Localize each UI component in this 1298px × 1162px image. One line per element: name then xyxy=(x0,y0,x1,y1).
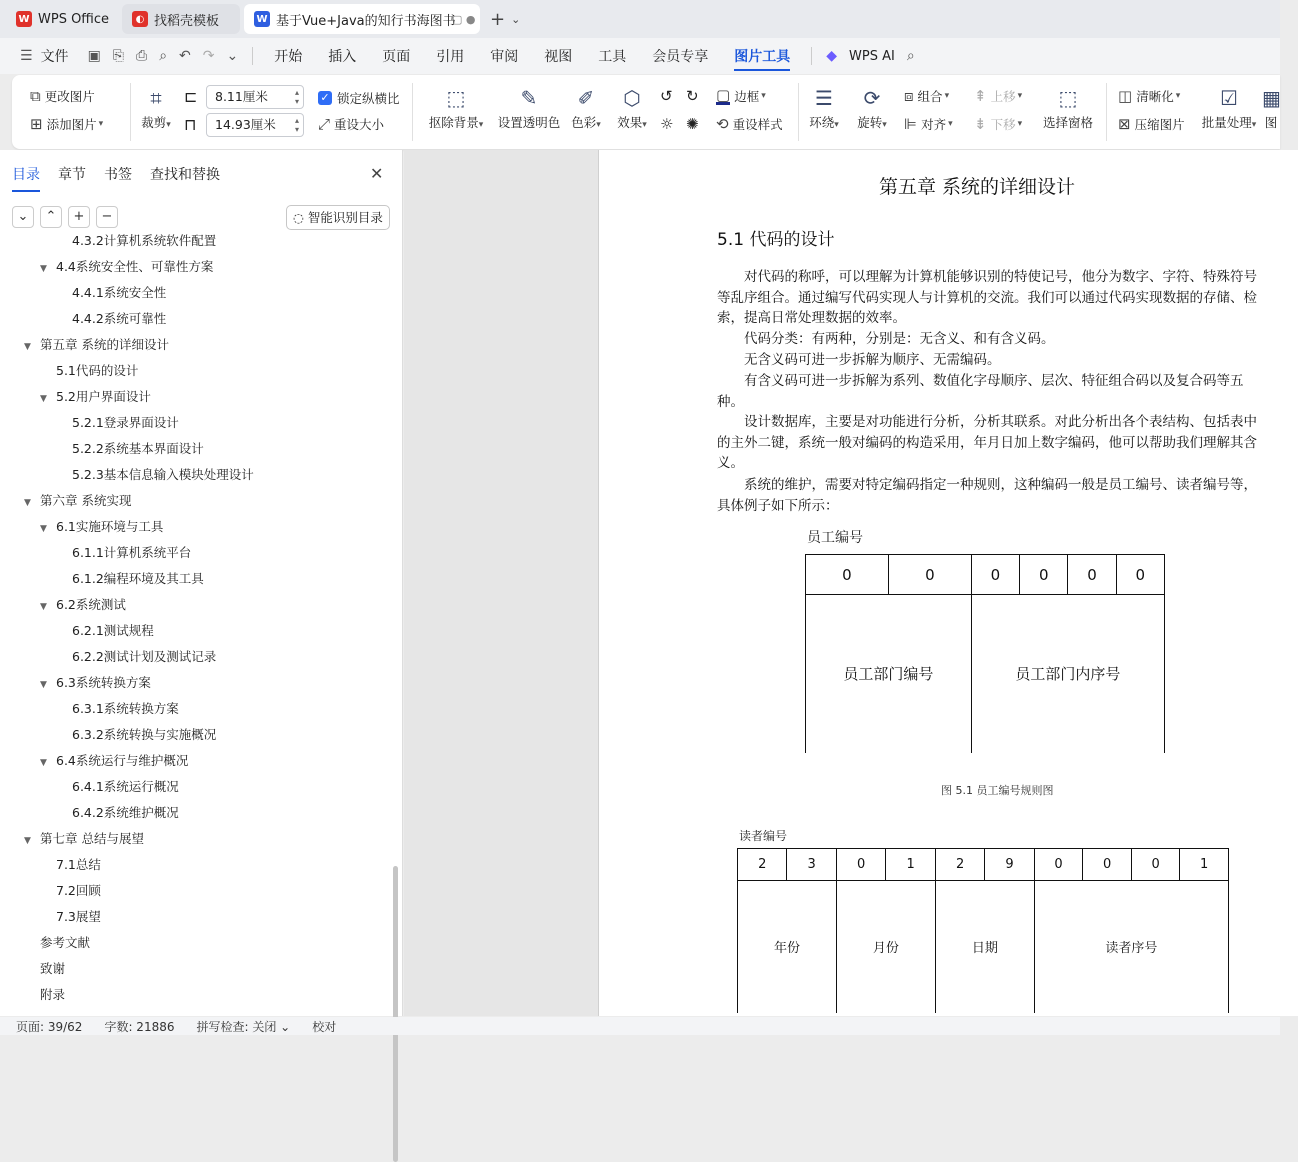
selection-pane-button[interactable] xyxy=(1038,83,1098,131)
toc-item[interactable] xyxy=(40,358,138,384)
color-icon: ✐ xyxy=(577,86,595,110)
toc-item-label: 6.1.2编程环境及其工具 xyxy=(72,571,204,586)
new-tab-icon[interactable]: + xyxy=(490,8,506,30)
group-button[interactable]: ⧈ 组合 ▾ xyxy=(904,87,950,105)
set-transparent-label: 设置透明色 xyxy=(497,115,561,130)
digit-cell: 0 xyxy=(1083,849,1132,881)
redo-icon[interactable]: ↷ xyxy=(202,48,215,64)
digit-cell: 0 xyxy=(1020,555,1068,595)
remove-background-button[interactable]: ⬚ 抠除背景▾ xyxy=(426,83,486,131)
employee-id-diagram[interactable] xyxy=(805,554,1165,753)
rotate-left-icon[interactable]: ↺ xyxy=(660,87,673,105)
paragraph: 代码分类：有两种，分别是：无含义、和有含义码。 xyxy=(744,331,1055,347)
toc-item-label: 6.4.2系统维护概况 xyxy=(72,805,179,820)
toc-item[interactable] xyxy=(56,436,204,462)
reset-size-label: 重设大小 xyxy=(334,117,385,132)
toc-item-label: 5.2.2系统基本界面设计 xyxy=(72,441,204,456)
rotate-button[interactable]: ⟳ 旋转▾ xyxy=(846,83,898,131)
toc-item[interactable] xyxy=(40,384,151,410)
wrap-button[interactable]: ☰ 环绕▾ xyxy=(798,83,850,131)
toc-item[interactable] xyxy=(56,540,191,566)
width-icon: ⊏ xyxy=(184,87,198,106)
toc-item[interactable] xyxy=(56,306,166,332)
tab-bookmarks[interactable]: 书签 xyxy=(104,167,132,183)
digit-cell: 0 xyxy=(888,555,971,595)
nav-tabs xyxy=(12,164,238,192)
search-icon[interactable]: ⌕ xyxy=(906,48,915,64)
toc-item-label: 6.2.2测试计划及测试记录 xyxy=(72,649,217,664)
toc-item[interactable] xyxy=(24,930,90,956)
toc-item-label: 第七章 总结与展望 xyxy=(40,831,144,846)
tab-document[interactable] xyxy=(244,4,480,34)
sharpen-icon: ◫ xyxy=(1118,87,1133,105)
reset-size-icon: ⤢ xyxy=(318,115,331,133)
menu-bar xyxy=(0,38,1280,74)
toc-item[interactable] xyxy=(40,748,188,774)
effects-button[interactable]: ⬡ 效果▾ xyxy=(608,83,656,131)
export-icon[interactable]: ⎘ xyxy=(112,48,124,64)
align-button[interactable]: ⊫ 对齐 ▾ xyxy=(904,115,953,133)
toc-item[interactable] xyxy=(40,592,126,618)
menu-review[interactable]: 审阅 xyxy=(490,49,519,65)
align-label: 对齐 xyxy=(921,117,947,132)
sharpen-button[interactable]: ◫ 清晰化 ▾ xyxy=(1118,87,1181,105)
day-cell: 日期 xyxy=(935,881,1034,1013)
digit-cell: 0 xyxy=(971,555,1019,595)
toc-item-label: 6.3.2系统转换与实施概况 xyxy=(72,727,217,742)
menu-member[interactable]: 会员专享 xyxy=(652,49,709,65)
document-page[interactable] xyxy=(598,150,1298,1016)
digit-cell: 3 xyxy=(787,849,837,881)
collapse-triangle-icon[interactable]: ▼ xyxy=(40,264,47,274)
spinner-arrows-icon[interactable]: ▴ ▾ xyxy=(294,88,299,106)
move-down-button[interactable]: ⇟ 下移 ▾ xyxy=(974,115,1023,133)
word-count[interactable]: 字数: 21886 xyxy=(104,1019,175,1034)
paragraph: 对代码的称呼，可以理解为计算机能够识别的特使记号，他分为数字、字符、特殊符号等乱序组合。通过编写代码实现人与计算机的交流。我们可以通过代码实现数据的存储、检索，提高日常处理数据的效率。 xyxy=(717,269,1257,327)
effects-label: 效果 xyxy=(617,115,643,130)
collapse-triangle-icon[interactable]: ▼ xyxy=(40,602,47,612)
digit-cell: 0 xyxy=(836,849,885,881)
save-icon[interactable]: ▣ xyxy=(87,48,101,64)
digit-cell: 0 xyxy=(1068,555,1116,595)
divider xyxy=(1106,83,1107,141)
digit-cell: 9 xyxy=(985,849,1035,881)
more-label: 图 xyxy=(1264,115,1278,130)
toc-item[interactable] xyxy=(24,826,144,852)
height-icon: ⊓ xyxy=(184,115,197,134)
rotate-right-icon[interactable]: ↻ xyxy=(686,87,699,105)
smart-toc-icon: ◌ xyxy=(293,210,304,225)
toc-item-label: 6.1.1计算机系统平台 xyxy=(72,545,192,560)
brightness-down-icon[interactable]: ☼ xyxy=(660,115,674,133)
tab-label: 基于Vue+Java的知行书海图书 xyxy=(276,13,456,29)
toc-scrollbar[interactable] xyxy=(393,866,398,1162)
toc-item[interactable] xyxy=(56,644,216,670)
toc-item-label: 6.1实施环境与工具 xyxy=(56,519,164,534)
color-button[interactable]: ✐ 色彩▾ xyxy=(562,83,610,131)
menu-file[interactable]: 文件 xyxy=(40,49,69,65)
batch-process-button[interactable]: ☑ 批量处理▾ xyxy=(1198,83,1260,131)
change-image-button[interactable] xyxy=(30,87,95,105)
digit-cell: 0 xyxy=(1034,849,1083,881)
effects-icon: ⬡ xyxy=(623,86,641,110)
smart-toc-button[interactable] xyxy=(286,205,390,230)
wps-ai-icon: ◆ xyxy=(826,48,838,64)
tab-label: WPS Office xyxy=(38,11,110,27)
toc-item[interactable] xyxy=(56,280,166,306)
toc-item-label: 5.2用户界面设计 xyxy=(56,389,151,404)
paragraph: 有含义码可进一步拆解为系列、数值化字母顺序、层次、特征组合码以及复合码等五种。 xyxy=(717,373,1244,410)
color-label: 色彩 xyxy=(571,115,597,130)
tab-docer-templates[interactable] xyxy=(122,4,240,34)
compress-icon: ⊠ xyxy=(1118,115,1131,133)
toc-item[interactable] xyxy=(56,462,254,488)
tab-toc[interactable]: 目录 xyxy=(12,164,40,192)
digit-cell: 2 xyxy=(738,849,787,881)
remove-background-icon: ⬚ xyxy=(446,86,466,110)
change-image-label: 更改图片 xyxy=(44,89,95,104)
batch-label: 批量处理 xyxy=(1201,115,1252,130)
toc-item-label: 4.4.2系统可靠性 xyxy=(72,311,167,326)
figure-caption: 图 5.1 员工编号规则图 xyxy=(941,784,1054,797)
tab-label: 找稻壳模板 xyxy=(154,13,220,29)
document-area xyxy=(404,150,1280,1016)
move-up-label: 上移 xyxy=(990,89,1016,104)
status-bar xyxy=(0,1017,1280,1035)
menu-page[interactable]: 页面 xyxy=(382,49,411,65)
toc-item-label: 致谢 xyxy=(40,961,66,976)
wrap-text-icon: ☰ xyxy=(815,86,833,110)
reset-size-button[interactable] xyxy=(318,115,384,133)
border-label: 边框 xyxy=(734,89,760,104)
checkbox-checked-icon: ✓ xyxy=(318,91,332,105)
toc-item-label: 4.3.2计算机系统软件配置 xyxy=(72,233,217,248)
bring-forward-icon: ⇞ xyxy=(974,87,987,105)
rotate-icon: ⟳ xyxy=(863,86,881,110)
menu-wps-ai[interactable]: WPS AI xyxy=(849,48,895,64)
spell-check-toggle[interactable]: 拼写检查: 关闭 ⌄ xyxy=(196,1019,291,1034)
reader-id-label: 读者编号 xyxy=(739,829,788,843)
dept-code-cell: 员工部门编号 xyxy=(806,595,972,753)
width-input[interactable] xyxy=(206,85,304,109)
set-transparent-button[interactable] xyxy=(496,83,562,131)
reset-style-button[interactable] xyxy=(716,115,783,133)
crop-label: 裁剪 xyxy=(141,115,167,130)
change-image-icon: ⧉ xyxy=(30,87,41,105)
toc-item-label: 5.2.3基本信息输入模块处理设计 xyxy=(72,467,254,482)
month-cell: 月份 xyxy=(836,881,935,1013)
toc-list xyxy=(0,233,395,1016)
toc-item[interactable] xyxy=(56,696,179,722)
collapse-triangle-icon[interactable]: ▼ xyxy=(40,394,47,404)
menu-insert[interactable]: 插入 xyxy=(328,49,357,65)
employee-id-label: 员工编号 xyxy=(807,530,863,546)
print-icon[interactable]: ⎙ xyxy=(136,48,148,64)
rotate-label: 旋转 xyxy=(857,115,883,130)
selection-pane-label: 选择窗格 xyxy=(1042,115,1093,130)
height-input[interactable] xyxy=(206,113,304,137)
lock-ratio-checkbox[interactable] xyxy=(318,89,400,107)
border-button[interactable]: ▢ 边框 ▾ xyxy=(716,85,766,104)
hamburger-icon[interactable]: ☰ xyxy=(20,48,33,64)
toc-item-label: 6.3.1系统转换方案 xyxy=(72,701,179,716)
collapse-triangle-icon[interactable]: ▼ xyxy=(24,836,31,846)
toc-item[interactable] xyxy=(24,982,65,1008)
smart-toc-label: 智能识别目录 xyxy=(307,210,383,225)
tab-bar xyxy=(0,0,1280,38)
print-preview-icon[interactable]: ⌕ xyxy=(159,48,168,64)
word-doc-icon: W xyxy=(254,11,270,27)
reader-seq-cell: 读者序号 xyxy=(1034,881,1228,1013)
send-backward-icon: ⇟ xyxy=(974,115,987,133)
toc-item[interactable] xyxy=(56,774,179,800)
divider xyxy=(811,47,812,65)
toc-item[interactable] xyxy=(56,800,179,826)
remove-background-label: 抠除背景 xyxy=(428,115,479,130)
toc-item-label: 6.4系统运行与维护概况 xyxy=(56,753,189,768)
digit-cell: 2 xyxy=(935,849,984,881)
proofread-button[interactable]: 校对 xyxy=(312,1019,337,1034)
reader-id-diagram[interactable] xyxy=(737,848,1229,1013)
toc-item[interactable] xyxy=(56,410,179,436)
toc-item-label: 6.4.1系统运行概况 xyxy=(72,779,179,794)
move-up-button[interactable]: ⇞ 上移 ▾ xyxy=(974,87,1023,105)
collapse-triangle-icon[interactable]: ▼ xyxy=(24,498,31,508)
toc-item[interactable] xyxy=(40,904,101,930)
add-heading-icon[interactable]: + xyxy=(68,206,90,228)
picture-tools-ribbon xyxy=(12,75,1280,149)
toc-item-label: 6.2.1测试规程 xyxy=(72,623,154,638)
paragraph: 设计数据库，主要是对功能进行分析，分析其联系。对此分析出各个表结构、包括表中的主外二键，系统一般对编码的构造采用，年月日加上数字编码，他可以帮助我们理解其含义。 xyxy=(717,414,1257,472)
menu-tools[interactable]: 工具 xyxy=(598,49,627,65)
more-chevron-icon[interactable]: ⌄ xyxy=(226,48,239,64)
toc-item-label: 5.2.1登录界面设计 xyxy=(72,415,179,430)
toc-item[interactable] xyxy=(24,488,131,514)
collapse-triangle-icon[interactable]: ▼ xyxy=(40,680,47,690)
crop-icon: ⌗ xyxy=(150,86,162,110)
wps-logo-icon: W xyxy=(16,11,32,27)
transparent-color-icon: ✎ xyxy=(520,86,538,110)
tab-chapters[interactable]: 章节 xyxy=(58,167,86,183)
section-title: 5.1 代码的设计 xyxy=(717,230,835,250)
compress-image-button[interactable] xyxy=(1118,115,1185,133)
toc-item-label: 5.1代码的设计 xyxy=(56,363,139,378)
reset-style-icon: ⟲ xyxy=(716,115,729,133)
width-value: 8.11厘米 xyxy=(215,89,268,104)
menu-home[interactable]: 开始 xyxy=(274,49,303,65)
collapse-triangle-icon[interactable]: ▼ xyxy=(24,342,31,352)
toc-item-label: 7.1总结 xyxy=(56,857,101,872)
paragraph: 无含义码可进一步拆解为顺序、无需编码。 xyxy=(744,352,1001,368)
toc-item-label: 7.2回顾 xyxy=(56,883,101,898)
year-cell: 年份 xyxy=(738,881,837,1013)
crop-button[interactable]: ⌗ 裁剪▾ xyxy=(126,83,186,131)
toc-item[interactable] xyxy=(40,670,151,696)
toc-item-label: 第五章 系统的详细设计 xyxy=(40,337,169,352)
page-count[interactable]: 页面: 39/62 xyxy=(16,1019,83,1034)
brightness-up-icon[interactable]: ✺ xyxy=(686,115,699,133)
chevron-down-icon[interactable]: ⌄ xyxy=(511,12,521,26)
toc-item[interactable] xyxy=(40,254,213,280)
selection-pane-icon: ⬚ xyxy=(1058,86,1078,110)
toc-item[interactable] xyxy=(56,566,204,592)
undo-icon[interactable]: ↶ xyxy=(179,48,191,64)
move-down-label: 下移 xyxy=(990,117,1016,132)
tab-wps-office[interactable] xyxy=(6,4,118,34)
batch-icon: ☑ xyxy=(1220,86,1238,110)
toc-item-label: 参考文献 xyxy=(40,935,91,950)
more-icon: ▦ xyxy=(1262,86,1281,110)
group-label: 组合 xyxy=(917,89,943,104)
digit-cell: 0 xyxy=(1116,555,1164,595)
toc-item[interactable] xyxy=(56,618,154,644)
collapse-up-icon[interactable]: ⌃ xyxy=(40,206,62,228)
chapter-title: 第五章 系统的详细设计 xyxy=(879,176,1076,198)
toc-item-label: 第六章 系统实现 xyxy=(40,493,132,508)
dept-seq-cell: 员工部门内序号 xyxy=(971,595,1164,753)
compress-label: 压缩图片 xyxy=(1134,117,1185,132)
docer-icon: ◐ xyxy=(132,11,148,27)
expand-down-icon[interactable]: ⌄ xyxy=(12,206,34,228)
add-image-icon: ⊞ xyxy=(30,115,43,133)
add-image-button[interactable]: ⊞ 添加图片 ▾ xyxy=(30,115,104,133)
toc-item-label: 附录 xyxy=(40,987,66,1002)
collapse-triangle-icon[interactable]: ▼ xyxy=(40,758,47,768)
divider xyxy=(412,83,413,141)
toc-item-label: 6.2系统测试 xyxy=(56,597,126,612)
spinner-arrows-icon[interactable]: ▴ ▾ xyxy=(294,116,299,134)
close-icon[interactable]: ✕ xyxy=(370,164,384,183)
lock-ratio-label: 锁定纵横比 xyxy=(337,91,400,106)
toc-item[interactable] xyxy=(40,514,163,540)
reset-style-label: 重设样式 xyxy=(732,117,783,132)
digit-cell: 0 xyxy=(1131,849,1180,881)
toc-item-label: 7.3展望 xyxy=(56,909,101,924)
digit-cell: 1 xyxy=(1180,849,1229,881)
toc-item[interactable] xyxy=(40,878,101,904)
navigation-pane xyxy=(0,150,403,1016)
toc-item[interactable] xyxy=(24,332,169,358)
toc-item[interactable] xyxy=(24,956,65,982)
remove-heading-icon[interactable]: − xyxy=(96,206,118,228)
tab-status-icons: ▢ ● xyxy=(452,12,476,26)
toc-item[interactable] xyxy=(56,722,216,748)
toc-item-label: 4.4.1系统安全性 xyxy=(72,285,167,300)
digit-cell: 0 xyxy=(806,555,889,595)
group-icon: ⧈ xyxy=(904,87,914,105)
menu-picture-tools[interactable]: 图片工具 xyxy=(721,38,803,74)
wrap-label: 环绕 xyxy=(809,115,835,130)
divider xyxy=(252,47,253,65)
more-ribbon-button[interactable] xyxy=(1262,83,1280,131)
toc-item[interactable] xyxy=(56,228,216,254)
collapse-triangle-icon[interactable]: ▼ xyxy=(40,524,47,534)
height-value: 14.93厘米 xyxy=(215,117,276,132)
align-icon: ⊫ xyxy=(904,115,918,133)
add-image-label: 添加图片 xyxy=(46,117,97,132)
menu-references[interactable]: 引用 xyxy=(436,49,465,65)
paragraph: 系统的维护，需要对特定编码指定一种规则，这种编码一般是员工编号、读者编号等，具体例子如下所示： xyxy=(717,477,1257,514)
toc-item-label: 4.4系统安全性、可靠性方案 xyxy=(56,259,214,274)
menu-view[interactable]: 视图 xyxy=(544,49,573,65)
sharpen-label: 清晰化 xyxy=(1136,89,1174,104)
border-icon: ▢ xyxy=(716,85,731,104)
toc-item-label: 6.3系统转换方案 xyxy=(56,675,151,690)
toc-item[interactable] xyxy=(40,852,101,878)
digit-cell: 1 xyxy=(886,849,936,881)
tab-find-replace[interactable]: 查找和替换 xyxy=(150,167,220,183)
